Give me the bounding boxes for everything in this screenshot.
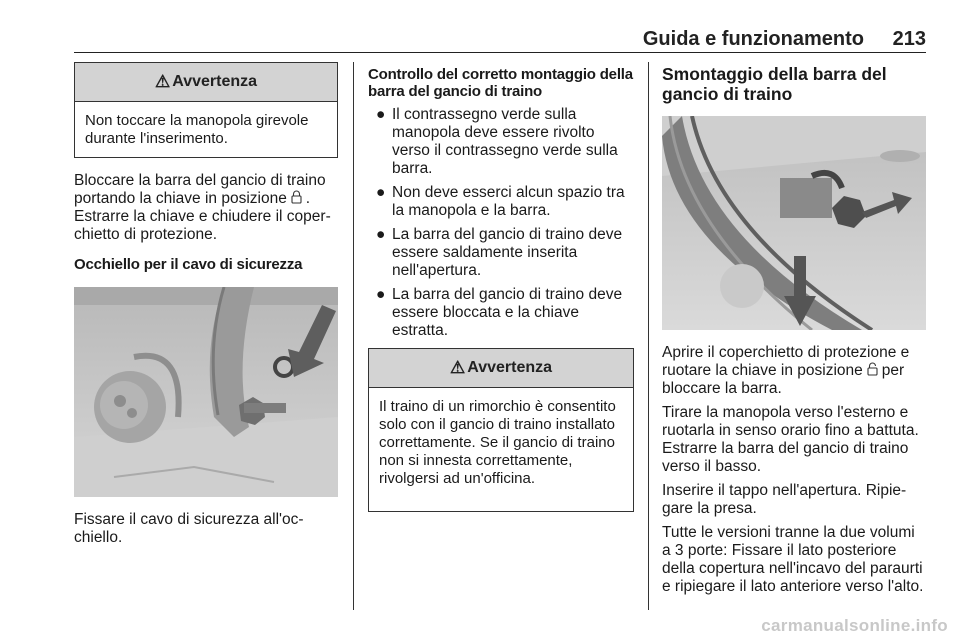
list-item: ● La barra del gancio di traino deve essere bloccata e la chiave estratta.: [376, 286, 623, 339]
paragraph-fix-cable: Fissare il cavo di sicurezza all'occhiello.: [74, 511, 304, 546]
paragraph-insert-cap: Inserire il tappo nell'apertura. Ripiegare la presa.: [662, 482, 907, 517]
list-item: ● Il contrassegno verde sulla manopola deve essere rivolto verso il contrassegno verde sulla barra.: [376, 106, 618, 177]
column-divider-1: [353, 62, 354, 610]
warning-box-2: [368, 348, 634, 512]
photo-removal: [662, 116, 926, 330]
list-item: ● Non deve esserci alcun spazio tra la manopola e la barra.: [376, 184, 625, 219]
warning-header: [369, 349, 633, 388]
photo-safety-eyelet: [74, 287, 338, 497]
column-1: [74, 62, 338, 547]
page-number: 213: [892, 28, 926, 50]
paragraph-lock: Bloccare la barra del gancio di traino portando la chiave in posizione .: [74, 172, 326, 207]
lock-icon: [291, 191, 306, 206]
paragraph-all-versions: Tutte le versioni tranne la due volumi a 3 porte: Fissare il lato posteriore della copertura nell'incavo del paraurti e ripiegare il lato anteriore verso l'alto.: [662, 524, 924, 595]
paragraph-remove-key: Estrarre la chiave e chiudere il coperchietto di protezione.: [74, 208, 331, 243]
unlock-icon: [867, 363, 882, 378]
column-3: [662, 62, 926, 596]
checklist: [368, 106, 634, 340]
warning-box-1: [74, 62, 338, 158]
warning-icon: ⚠: [154, 72, 171, 91]
subheading-safety-cable: Occhiello per il cavo di sicurezza: [74, 256, 303, 273]
warning-text: Il traino di un rimorchio è consentito solo con il gancio di traino installato correttamente. Se il gancio di traino non si innesta correttamente, rivolgersi ad un'officina.: [379, 398, 616, 487]
paragraph-extract-bar: Estrarre la barra del gancio di traino verso il basso.: [662, 440, 909, 475]
paragraph-pull-knob: Tirare la manopola verso l'esterno e ruotarla in senso orario fino a battuta.: [662, 404, 919, 439]
heading-removal: Smontaggio della barra del gancio di traino: [662, 64, 887, 104]
warning-title: Avvertenza: [467, 359, 553, 376]
watermark: carmanualsonline.info: [761, 616, 948, 635]
column-2: [368, 62, 634, 512]
subheading-check-mounting: Controllo del corretto montaggio della barra del gancio di traino: [368, 66, 633, 100]
list-item: ● La barra del gancio di traino deve essere saldamente inserita nell'apertura.: [376, 226, 623, 279]
section-title: Guida e funzionamento: [642, 28, 864, 50]
warning-text: Non toccare la manopola girevole durante l'inserimento.: [85, 112, 309, 147]
warning-title: Avvertenza: [172, 73, 258, 90]
warning-icon: ⚠: [449, 358, 466, 377]
warning-header: [75, 63, 337, 102]
page-header: [74, 18, 926, 53]
column-divider-2: [648, 62, 649, 610]
paragraph-open-cover: Aprire il coperchietto di protezione e ruotare la chiave in posizione per bloccare la barra.: [662, 344, 910, 397]
